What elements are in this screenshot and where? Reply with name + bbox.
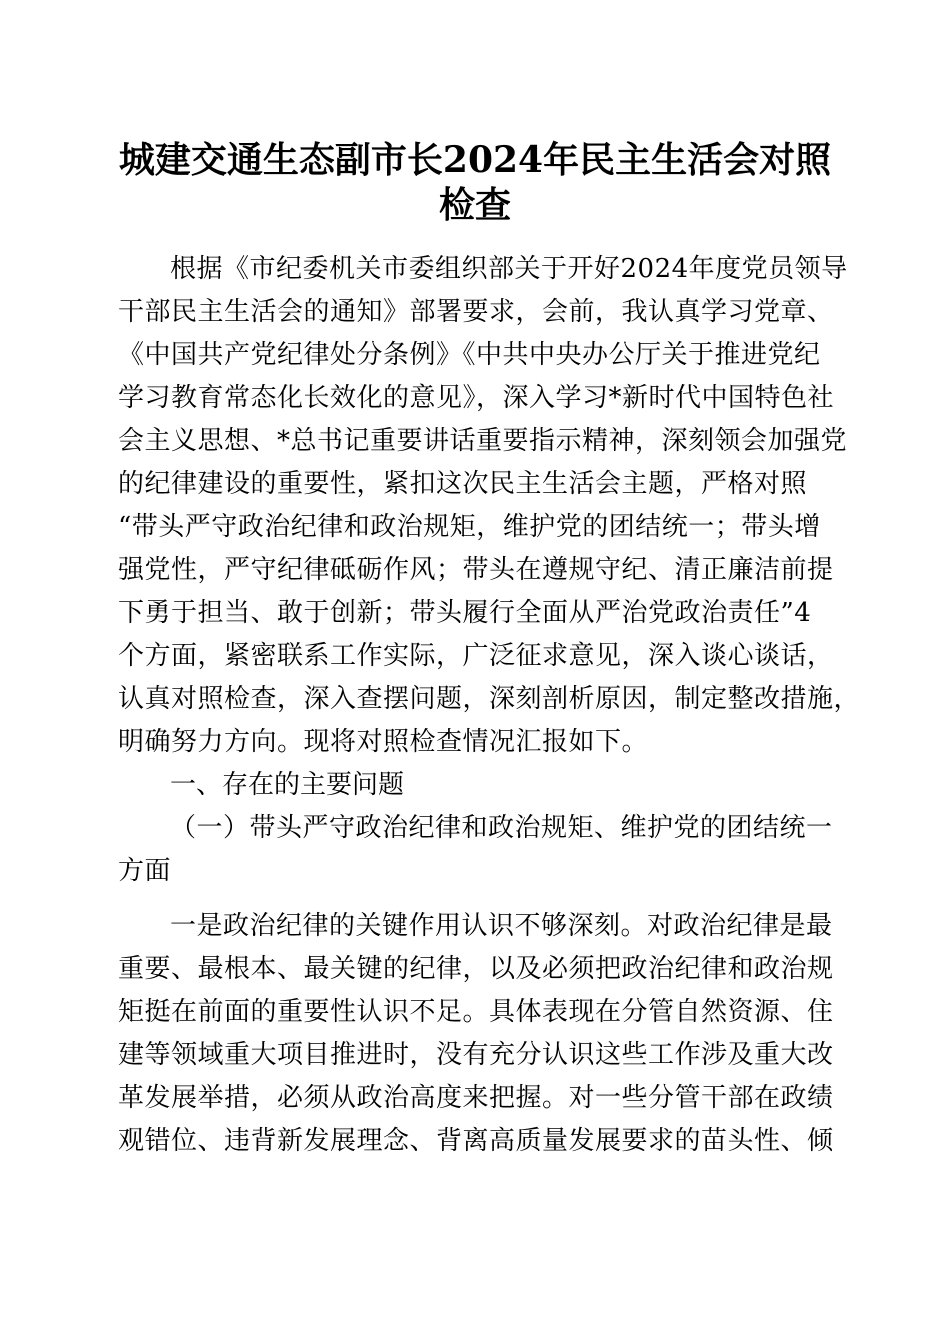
subsection-heading-line-1: （一）带头严守政治纪律和政治规矩、维护党的团结统一 bbox=[170, 813, 833, 843]
intro-line-11: 认真对照检查，深入查摆问题，深刻剖析原因，制定整改措施， bbox=[118, 684, 861, 714]
para2-line-5: 革发展举措，必须从政治高度来把握。对一些分管干部在政绩 bbox=[118, 1083, 834, 1113]
section-heading: 一、存在的主要问题 bbox=[170, 770, 405, 800]
document-title-line-1: 城建交通生态副市长2024年民主生活会对照 bbox=[118, 139, 832, 181]
intro-line-6: 的纪律建设的重要性，紧扣这次民主生活会主题，严格对照 bbox=[118, 469, 808, 499]
intro-line-2: 干部民主生活会的通知》部署要求，会前，我认真学习党章、 bbox=[118, 297, 834, 327]
intro-line-8: 强党性，严守纪律砥砺作风；带头在遵规守纪、清正廉洁前提 bbox=[118, 555, 834, 585]
para2-line-6: 观错位、违背新发展理念、背离高质量发展要求的苗头性、倾 bbox=[118, 1126, 834, 1156]
subsection-heading-line-2: 方面 bbox=[118, 856, 172, 886]
intro-line-10: 个方面，紧密联系工作实际，广泛征求意见，深入谈心谈话， bbox=[118, 641, 834, 671]
para2-line-2: 重要、最根本、最关键的纪律，以及必须把政治纪律和政治规 bbox=[118, 954, 834, 984]
para2-line-1: 一是政治纪律的关键作用认识不够深刻。对政治纪律是最 bbox=[170, 911, 833, 941]
intro-line-1: 根据《市纪委机关市委组织部关于开好2024年度党员领导 bbox=[170, 254, 848, 284]
intro-line-12: 明确努力方向。现将对照检查情况汇报如下。 bbox=[118, 727, 649, 757]
intro-line-4: 学习教育常态化长效化的意见》，深入学习*新时代中国特色社 bbox=[118, 383, 835, 413]
intro-line-7: “带头严守政治纪律和政治规矩，维护党的团结统一；带头增 bbox=[118, 512, 821, 542]
intro-line-5: 会主义思想、*总书记重要讲话重要指示精神，深刻领会加强党 bbox=[118, 426, 848, 456]
intro-line-3: 《中国共产党纪律处分条例》《中共中央办公厅关于推进党纪 bbox=[118, 340, 821, 370]
para2-line-4: 建等领域重大项目推进时，没有充分认识这些工作涉及重大改 bbox=[118, 1040, 834, 1070]
para2-line-3: 矩挺在前面的重要性认识不足。具体表现在分管自然资源、住 bbox=[118, 997, 834, 1027]
document-title-line-2: 检查 bbox=[438, 184, 511, 226]
intro-line-9: 下勇于担当、敢于创新；带头履行全面从严治党政治责任”4 bbox=[118, 598, 812, 628]
